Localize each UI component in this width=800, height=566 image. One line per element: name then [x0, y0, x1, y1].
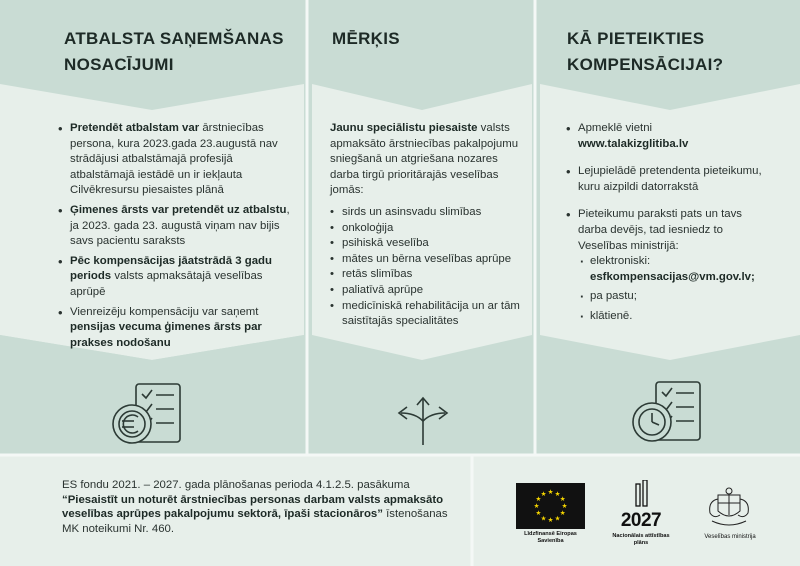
list-item: • psihiskā veselība: [330, 236, 525, 252]
directions-arrows-icon: [399, 398, 447, 445]
list-item: • Ģimenes ārsts var pretendēt uz atbalstu, ja 2023. gada 23. augustā viņam nav bijis savs pacientu saraksts: [58, 203, 294, 250]
col3-text: [566, 121, 771, 329]
col2-text: [330, 121, 525, 330]
eu-star-icon: ★: [559, 496, 566, 504]
plan-number: 2027: [620, 510, 662, 531]
website-link[interactable]: www.talakizglitiba.lv: [578, 137, 689, 150]
plan-caption: Nacionālais attīstības plāns: [612, 533, 670, 546]
priority-areas-list: [330, 205, 525, 330]
list-item: • sirds un asinsvadu slimības: [330, 205, 525, 221]
list-item: • retās slimības: [330, 267, 525, 283]
eu-flag-logo: [516, 483, 585, 529]
eu-star-icon: ★: [540, 515, 547, 523]
footer-text: ES fondu 2021. – 2027. gada plānošanas perioda 4.1.2.5. pasākuma “Piesaistīt un noturēt ārstniecības personas darbam valsts apmaksāto veselības aprūpes pakalpojumu sektorā, īpaši stacionāros” īstenošanas MK noteikumi Nr. 460.: [62, 479, 448, 535]
eu-star-icon: ★: [561, 503, 568, 511]
eu-star-icon: ★: [554, 515, 561, 523]
list-item: • Lejupielādē pretendenta pieteikumu, kuru aizpildi datorrakstā: [566, 164, 771, 195]
list-item: • paliatīvā aprūpe: [330, 283, 525, 299]
col1-title: ATBALSTA SAŅEMŠANAS NOSACĪJUMI: [64, 29, 284, 74]
col3-title: KĀ PIETEIKTIES KOMPENSĀCIJAI?: [567, 29, 724, 74]
apply-steps-list: [566, 121, 771, 325]
goal-intro: Jaunu speciālistu piesaiste valsts apmaksāto ārstniecības pakalpojumu sniegšanā un atgriešana nozares darba tirgū prioritārajās veselības jomās:: [330, 122, 519, 197]
eu-star-icon: ★: [540, 491, 547, 499]
eu-star-icon: ★: [559, 510, 566, 518]
list-item: • Pieteikumu paraksti pats un tavs darba devējs, tad iesniedz to Veselības ministrijā: · elektroniski: esfkompensacijas@vm.gov.lv; · pa pastu; · klātienē.: [566, 207, 771, 324]
eu-star-icon: ★: [554, 491, 561, 499]
list-item: • Vienreizēju kompensāciju var saņemt pensijas vecuma ģimenes ārsts par prakses nodošanu: [58, 305, 294, 352]
eu-logo-caption: Līdzfinansē Eiropas Savienība: [524, 531, 577, 544]
clock-checklist-icon: [633, 382, 700, 441]
email-link[interactable]: esfkompensacijas@vm.gov.lv;: [590, 270, 755, 283]
list-item: • onkoloģija: [330, 221, 525, 237]
submission-ways: [578, 254, 771, 324]
list-item: · klātienē.: [578, 309, 771, 325]
list-item: • medicīniskā rehabilitācija un ar tām saistītajās specialitātes: [330, 299, 525, 330]
list-item: • Pēc kompensācijas jāatstrādā 3 gadu periods valsts apmaksātajā veselības aprūpē: [58, 254, 294, 301]
eu-star-icon: ★: [535, 496, 542, 504]
col2-title: MĒRĶIS: [332, 29, 400, 48]
conditions-list: [58, 121, 294, 351]
list-item: • mātes un bērna veselības aprūpe: [330, 252, 525, 268]
list-item: • Pretendēt atbalstam var ārstniecības persona, kura 2023.gada 23.augustā nav strādājusi atbalstāmajā profesijā atbalstāmajā iestādē un ir iekļauta Cilvēkresursu piesaistes plānā: [58, 121, 294, 199]
ministry-caption: Veselības ministrija: [704, 534, 756, 540]
eu-star-icon: ★: [533, 503, 540, 511]
list-item: · elektroniski: esfkompensacijas@vm.gov.lv;: [578, 254, 771, 285]
list-item: · pa pastu;: [578, 289, 771, 305]
eu-star-icon: ★: [547, 489, 554, 497]
eu-star-icon: ★: [535, 510, 542, 518]
list-item: • Apmeklē vietni www.talakizglitiba.lv: [566, 121, 771, 152]
eu-star-icon: ★: [547, 517, 554, 525]
col1-text: [58, 121, 294, 355]
ministry-coat-of-arms-icon: [700, 485, 758, 531]
